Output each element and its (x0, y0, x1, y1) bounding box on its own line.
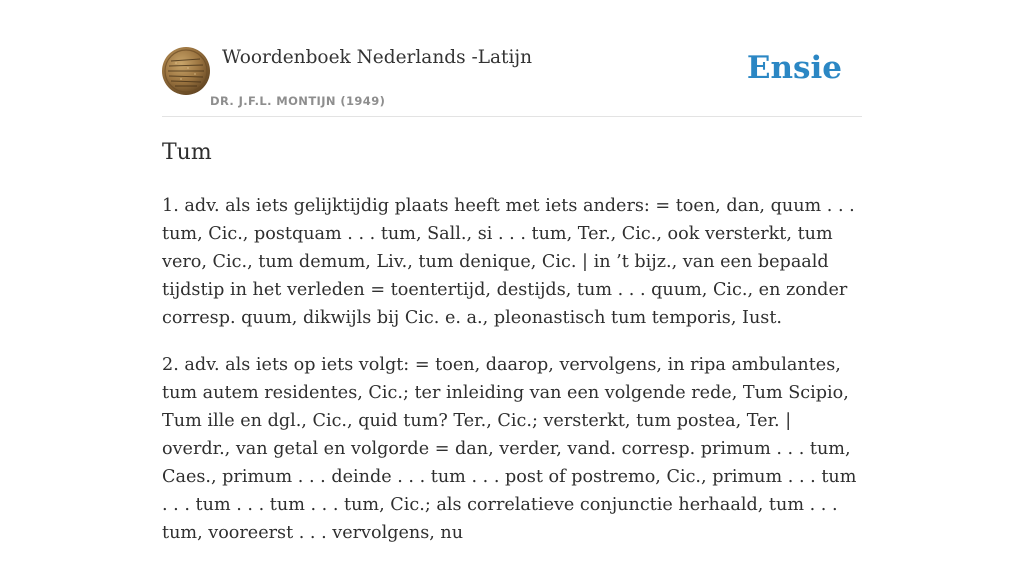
dictionary-title[interactable]: Woordenboek Nederlands -Latijn (222, 47, 533, 68)
entry-body (162, 192, 862, 566)
entry-title: Tum (162, 140, 212, 165)
entry-paragraph-1: 1. adv. als iets gelijktijdig plaats heeft met iets anders: = toen, dan, quum . . . tum, Cic., postquam . . . tum, Sall., si . . . tum, Ter., Cic., ook versterkt, tum vero, Cic., tum demum, Liv., tum denique, Cic. | in ’t bijz., van een bepaald tijdstip in het verleden = toentertijd, destijds, tum . . . quum, Cic., en zonder corresp. quum, dikwijls bij Cic. e. a., pleonastisch tum temporis, Iust. (162, 196, 855, 328)
bronze-seal-icon (162, 47, 210, 95)
entry-paragraph-2: 2. adv. als iets op iets volgt: = toen, daarop, vervolgens, in ripa ambulantes, tum autem residentes, Cic.; ter inleiding van een volgende rede, Tum Scipio, Tum ille en dgl., Cic., quid tum? Ter., Cic.; versterkt, tum postea, Ter. | overdr., van getal en volgorde = dan, verder, vand. corresp. primum . . . tum, Caes., primum . . . deinde . . . tum . . . post of postremo, Cic., primum . . . tum . . . tum . . . tum . . . tum, Cic.; als correlatieve conjunctie herhaald, tum . . . tum, vooreerst . . . vervolgens, nu (162, 355, 857, 543)
dictionary-header (162, 46, 862, 117)
ensie-logo-link[interactable]: Ensie (746, 50, 842, 86)
dictionary-author: DR. J.F.L. MONTIJN (1949) (210, 94, 386, 108)
